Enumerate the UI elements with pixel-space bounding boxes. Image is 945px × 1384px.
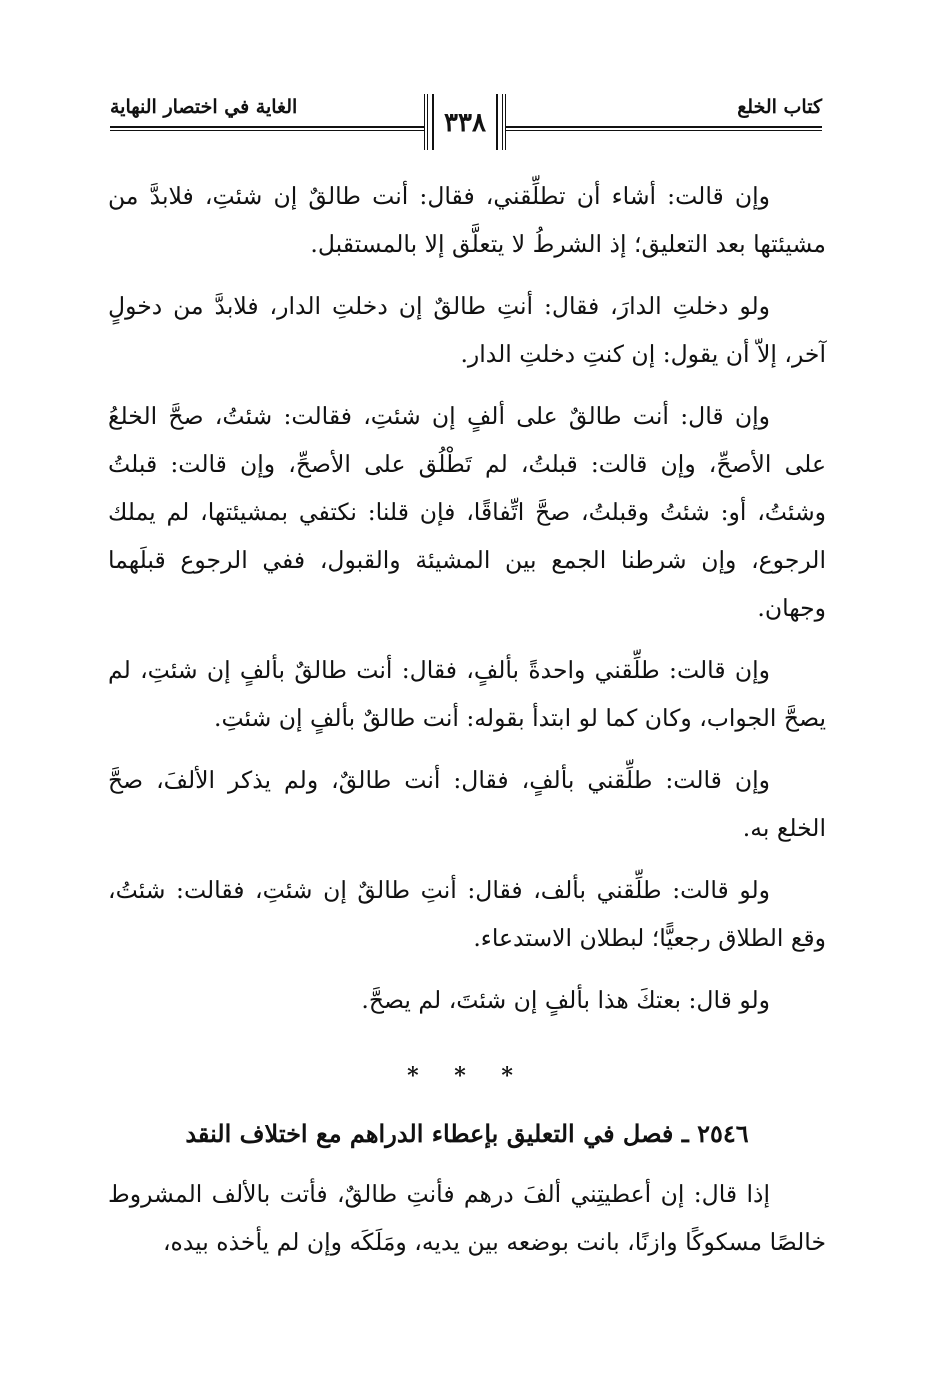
paragraph: وإن قالت: طلِّقني بألفٍ، فقال: أنت طالقٌ، ولم يذكر الألفَ، صحَّ الخلع به. [108,766,826,842]
paragraph: ولو قالت: طلِّقني بألف، فقال: أنتِ طالقٌ إن شئتِ، فقالت: شئتُ، وقع الطلاق رجعيًّا؛ لبطلان الاستدعاء. [108,876,826,952]
page-body [108,172,826,1280]
paragraph: ولو دخلتِ الدارَ، فقال: أنتِ طالقٌ إن دخلتِ الدار، فلابدَّ من دخولٍ آخر، إلاّ أن يقول: إن كنتِ دخلتِ الدار. [108,292,826,368]
section-separator: * * * [407,1063,527,1089]
page-number-frame [424,94,506,150]
paragraph: وإن قال: أنت طالقٌ على ألفٍ إن شئتِ، فقالت: شئتُ، صحَّ الخلعُ على الأصحِّ، وإن قالت: قبلتُ، لم تَطْلُق على الأصحِّ، وإن قالت: قبلتُ وشئتُ، أو: شئتُ وقبلتُ، صحَّ اتِّفاقًا، فإن قلنا: نكتفي بمشيئتها، لم يملك الرجوع، وإن شرطنا الجمع بين المشيئة والقبول، ففي الرجوع قبلَهما وجهان. [108,402,826,622]
page-number: ٣٣٨ [444,108,486,138]
paragraph: إذا قال: إن أعطيتِني ألفَ درهم فأنتِ طالقٌ، فأتت بالألف المشروط خالصًا مسكوكًا وازنًا، بانت بوضعه بين يديه، ومَلَكَه وإن لم يأخذه بيده، [108,1180,826,1256]
book-title: الغاية في اختصار النهاية [110,96,298,118]
chapter-title: كتاب الخلع [737,96,822,118]
section-heading: ٢٥٤٦ ـ فصل في التعليق بإعطاء الدراهم مع اختلاف النقد [185,1119,749,1148]
paragraph: ولو قال: بعتكَ هذا بألفٍ إن شئتَ، لم يصحَّ. [361,986,770,1014]
paragraph: وإن قالت: طلِّقني واحدةً بألفٍ، فقال: أنت طالقٌ بألفٍ إن شئتِ، لم يصحَّ الجواب، وكان كما لو ابتدأ بقوله: أنت طالقٌ بألفٍ إن شئتِ. [108,656,826,732]
page-header [110,88,822,158]
paragraph: وإن قالت: أشاء أن تطلِّقني، فقال: أنت طالقٌ إن شئتِ، فلابدَّ من مشيئتها بعد التعليق؛ إذ الشرطُ لا يتعلَّق إلا بالمستقبل. [108,182,826,258]
